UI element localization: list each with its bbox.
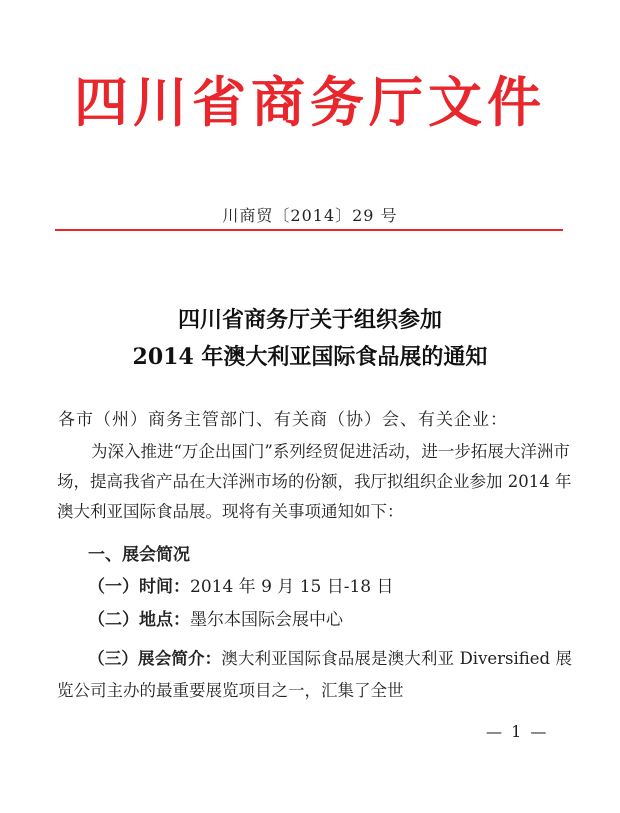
item-location-label: （二）地点： (88, 610, 190, 630)
item-location (88, 605, 343, 630)
item-introduction (57, 643, 572, 707)
notice-title-line-2: 2014 年澳大利亚国际食品展的通知 (132, 344, 488, 370)
document-header-title: 四川省商务厅文件 (74, 71, 546, 134)
intro-paragraph (57, 437, 573, 527)
document-number: 川商贸〔2014〕29 号 (222, 206, 398, 225)
item-time (88, 572, 394, 597)
page-number: — 1 — (486, 722, 549, 741)
item-time-value: 2014 年 9 月 15 日-18 日 (190, 577, 394, 597)
item-location-value: 墨尔本国际会展中心 (190, 610, 343, 630)
notice-title-line-1: 四川省商务厅关于组织参加 (177, 307, 442, 333)
item-time-label: （一）时间： (88, 577, 190, 597)
section-1-heading: 一、展会简况 (88, 545, 190, 565)
red-divider-line (55, 229, 563, 231)
item-introduction-label: （三）展会简介： (88, 649, 222, 668)
item-introduction-value: 澳大利亚国际食品展是澳大利亚 Diversified 展览公司主办的最重要展览项目之一，汇集了全世 (57, 649, 573, 700)
salutation: 各市（州）商务主管部门、有关商（协）会、有关企业： (58, 410, 508, 430)
notice-title (0, 302, 620, 376)
intro-paragraph-text: 为深入推进“万企出国门”系列经贸促进活动，进一步拓展大洋洲市场，提高我省产品在大洋洲市场的份额，我厅拟组织企业参加 2014 年澳大利亚国际食品展。现将有关事项通知如下： (57, 442, 572, 521)
